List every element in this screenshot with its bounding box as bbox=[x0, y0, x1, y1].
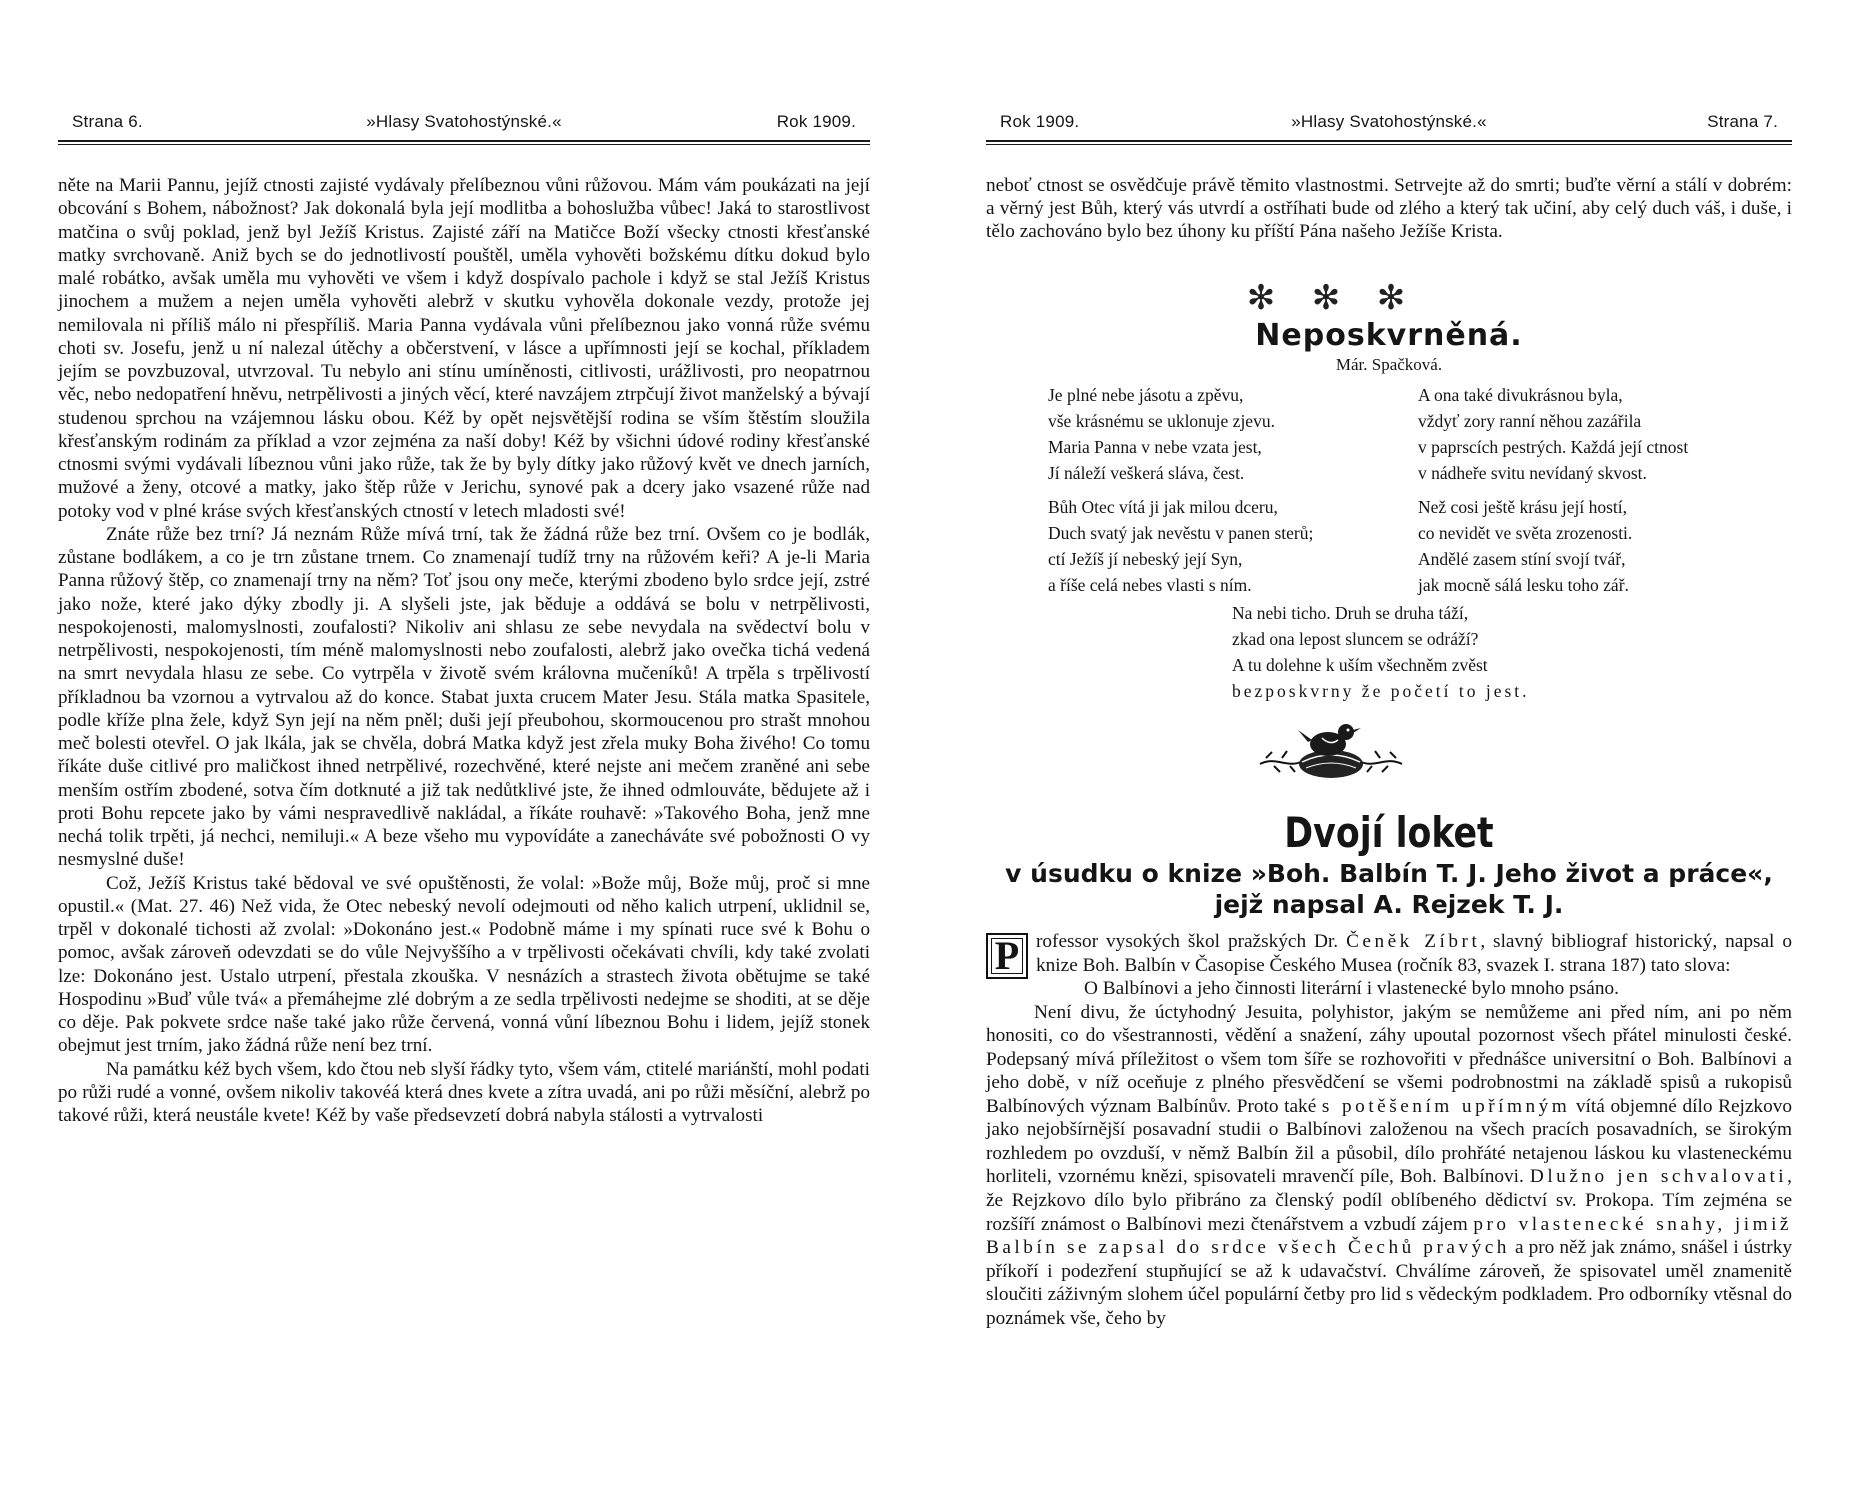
paragraph: Znáte růže bez trní? Já neznám Růže mívá trní, tak že žádná růže bez trní. Ovšem co je bodlák, zůstane bodlákem, a co je trn zůstane trnem. Co znamenají tudíž trny na růžovém keři? A je-li Maria Panna růžový štěp, co znamenají trny na něm? Toť jsou ony meče, kterými zbodeno bylo srdce její, zstré jako nože, které jako dýky zbodly ji. A slyšeli jste, jak běduje a oddává se bolu v netrpělivosti, nespokojenosti, malomyslnosti, zoufalosti? Nikoliv ani shlasu ze sebe nevydala na svědectví bolu v netrpělivosti, nespokojenosti, tím méně malomyslnosti nebo zoufalosti, alebrž jako ovečka tichá vedená na smrt nevydala hlasu ze sebe. Co vytrpěla v životě svém královna mučeníků! A trpěla s trpělivostí příkladnou ba vzornou a vytrvalou až do konce. Stabat juxta crucem Mater Jesu. Stála matka Spasitele, podle kříže plna žele, když Syn její na něm pněl; duši její přeubohou, skormoucenou pro strašt mnohou meč bolesti otevřel. O jak lkála, jak se chvěla, dobrá Matka když jest zřela muky Boha živého! Co tomu říkáte duše citlivé pro maličkost ihned netrpělivé, rozechvěné, které nejste ani mečem zraněné ani sebe menším ostřím zbodené, sotva čím dotknuté a již tak nedůtklivé jste, že ihned odmlouváte, bědujete až i proti Bohu repcete jako by vámi nespravedlivě nakládal, a říkáte rouhavě: »Takového Boha, jenž mne nechá tolik trpěti, já nechci, nemiluji.« A beze všeho mu vypovídáte a zanecháváte své pobožnosti O vy nesmyslné duše! bbox=[58, 523, 870, 871]
article-subtitle bbox=[986, 858, 1792, 920]
poem-line: v paprscích pestrých. Každá její ctnost bbox=[1418, 437, 1689, 457]
asterism-separator: ✻ ✻ ✻ bbox=[1246, 280, 1420, 317]
paragraph: Což, Ježíš Kristus také bědoval ve své opuštěnosti, že volal: »Bože můj, Bože můj, proč si mne opustil.« (Mat. 27. 46) Než vida, že Otec nebeský nevolí odejmouti od něho kalich utrpení, uklidnil se, trpěl v dokonalé tichosti až zvolal: »Dokonáno jest.« Podobně máme i my spínati ruce své k Bohu o pomoc, avšak zároveň odevzdati se do vůle Nejvyššího a v trpělivosti očekávati chvíli, kdy také zvolati lze: Dokonáno jest. Ustalo utrpení, přestala zkouška. V nesnázích a strastech života obětujme se také Hospodinu »Buď vůle tvá« a přemáhejme zlé dobrým a ze sedla trpělivosti nedejme se shoditi, at se děje co děje. Pak pokvete srdce naše také jako růže červená, vonná vůní líbeznou Bohu i lidem, jejíž stonek obejmut jest trním, jako žádná růže není bez trní. bbox=[58, 872, 870, 1057]
poem-line: Je plné nebe jásotu a zpěvu, bbox=[1048, 385, 1244, 405]
poem-stanza bbox=[1418, 382, 1688, 486]
poem-stanza bbox=[1048, 382, 1275, 486]
poem-line: Duch svatý jak nevěstu v panen sterů; bbox=[1048, 523, 1314, 543]
paragraph: O Balbínovi a jeho činnosti literární i vlastenecké bylo mnoho psáno. bbox=[1084, 978, 1619, 1000]
author-name: Čeněk Zíbrt bbox=[1346, 931, 1481, 952]
paragraph bbox=[986, 1001, 1792, 1331]
emphasized-text: pro vlastenecké snahy, jimiž Balbín se zapsal do srdce všech Čechů pravých bbox=[986, 1213, 1792, 1259]
left-body-text bbox=[58, 174, 870, 1127]
article-subtitle-line: jejž napsal A. Rejzek T. J. bbox=[1214, 890, 1564, 919]
poem-stanza bbox=[1232, 600, 1530, 704]
poem-stanza bbox=[1048, 494, 1313, 598]
paragraph: neboť ctnost se osvědčuje právě těmito vlastnostmi. Setrvejte až do smrti; buďte věrní a stálí v dobrém: a věrný jest Bůh, který vás utvrdí a ostříhati bude od zlého a který tak učiní, aby celý duch váš, i duše, i tělo zachováno bylo bez úhony ku příští Pána našeho Ježíše Krista. bbox=[986, 175, 1792, 243]
paragraph: něte na Marii Pannu, jejíž ctnosti zajisté vydávaly přelíbeznou vůni růžovou. Mám vám poukázati na její obcování s Bohem, nábožnost? Jak dokonalá byla její modlitba a bohoslužba vůbec! Jaká to starostlivost matčina o svůj poklad, jenž byl Ježíš Kristus. Zajisté září na Matičce Boží všecky ctnosti křesťanské matky svrchovaně. Aniž bych se do jednotlivostí pouštěl, uměla vyhověti božskému dítku dokud bylo malé robátko, avšak uměla mu vyhověti ve všem i když dospívalo pachole i když se stal Ježíš Kristus jinochem a mužem a nejen uměla vyhověti alebrž v skutku vyhověla dokonale vezdy, protože jej nemilovala ni příliš málo ni přespříliš. Maria Panna vydávala vůni přelíbeznou jako vonná růže svému choti sv. Josefu, jenž u ní nalezal útěchy a občerstvení, v lásce a upřímnosti její se kochal, příkladem jejím se povzbuzoval, utvrzoval. Tu nebylo ani stínu umíněnosti, citlivosti, urážlivosti, pro neopatrnou věc, nebo nedopatření hněvu, netrpělivosti a jiných věcí, které navzájem ztrpčují život manželský a bývají studenou sprchou na vzájemnou lásku obou. Kéž by opět nejsvětější rodina se vším štěstím sloužila křesťanským rodinám za příklad a vzor zejména za naší doby! Kéž by všichni údové rodiny křesťanské ctnosmi svými vydávali líbeznou vůni jako růže, tak že by byly dítky jako růžový květ ve dnech jarních, mužové a ženy, otcové a matky, jako štěp růže v Jerichu, synové pak a dcery jako vsazené růže nad potoky vod v plné kráse svých křesťanských ctností v letech mladosti své! bbox=[58, 175, 870, 522]
page-number-label: Strana 7. bbox=[1707, 112, 1778, 131]
drop-cap-initial: P bbox=[986, 933, 1028, 979]
poem-line: Než cosi ještě krásu její hostí, bbox=[1418, 497, 1627, 517]
intro-paragraph bbox=[986, 174, 1792, 244]
text-run: , že Rejzkovo dílo bylo přibráno za členský podíl oblíbeného dědictví sv. Prokopa. Tím zejména se rozšíří známost o Balbínovi mezi čtenářstvem a vzbudí zájem bbox=[986, 1166, 1792, 1235]
bird-nest-ornament-icon bbox=[1256, 708, 1406, 793]
paragraph: Na památku kéž bych všem, kdo čtou neb slyší řádky tyto, všem vám, ctitelé mariánští, mohl podati po růži rudé a vonné, ovšem nikoliv takovéá která dnes kvete a zítra uvadá, ani po růži měsíční, alebrž po takové růži, která neustále kvete! Kéž by vaše předsevzetí dobrá nabyla stálosti a vytrvalosti bbox=[58, 1058, 870, 1126]
poem-line: ctí Ježíš jí nebeský její Syn, bbox=[1048, 549, 1243, 569]
poem-line: v nádheře svitu nevídaný skvost. bbox=[1418, 463, 1647, 483]
poem-line: Bůh Otec vítá ji jak milou dceru, bbox=[1048, 497, 1278, 517]
poem-line: Na nebi ticho. Druh se druha táží, bbox=[1232, 603, 1469, 623]
right-page bbox=[928, 0, 1856, 1500]
poem-line: vždyť zory ranní něhou zazářila bbox=[1418, 411, 1642, 431]
header-rule bbox=[986, 140, 1792, 142]
poem-title: Neposkvrněná. bbox=[1255, 318, 1523, 353]
running-head-right bbox=[986, 112, 1792, 136]
text-run: a pro něž jak známo, snášel i ústrky příkoří i podezření stupňující se až k udavačství. Chválíme zároveň, že spisovatel uměl znamenitě sloučiti záživným slohem účel populární četby pro lid s vědeckým podkladem. Pro odborníky vtěsnal do poznámek vše, čeho by bbox=[986, 1237, 1792, 1329]
year-label: Rok 1909. bbox=[776, 112, 856, 131]
header-rule-thin bbox=[58, 144, 870, 145]
text-run: vítá objemné dílo Rejzkovo jako nejobšírnější posavadní studii o Balbínovi založenou na všech pracích posavadních, se širokým rozhledem po ovzduší, v němž Balbín žil a působil, dílo prohřáté netajenou láskou ku vlasteneckému horliteli, vzornému knězi, spisovateli mravenčí píle, Boh. Balbínovi. bbox=[986, 1095, 1792, 1188]
article-title: Dvojí loket bbox=[1284, 808, 1494, 857]
poem-line: Jí náleží veškerá sláva, čest. bbox=[1048, 463, 1245, 483]
header-rule bbox=[58, 140, 870, 142]
poem-line: zkad ona lepost sluncem se odráží? bbox=[1232, 629, 1479, 649]
poem-stanza bbox=[1418, 494, 1632, 598]
article-subtitle-line: v úsudku o knize »Boh. Balbín T. J. Jeho život a práce«, bbox=[1005, 859, 1773, 888]
poem-line: co nevidět ve světa zrozenosti. bbox=[1418, 523, 1633, 543]
header-rule-thin bbox=[986, 144, 1792, 145]
journal-title: »Hlasy Svatohostýnské.« bbox=[366, 112, 562, 131]
emphasized-text: Dlužno jen schvalovati bbox=[1529, 1166, 1788, 1188]
poem-author: Már. Spačková. bbox=[1335, 355, 1443, 374]
page-number-label: Strana 6. bbox=[72, 112, 143, 131]
text-run: rofessor vysokých škol pražských Dr. bbox=[1036, 931, 1347, 952]
poem-line: Maria Panna v nebe vzata jest, bbox=[1048, 437, 1262, 457]
text-run: Není divu, že úctyhodný Jesuita, polyhistor, jakým se nemůžeme ani před ním, ani po něm honositi, co do všestrannosti, vědění a snažení, záhy upoutal pozornost všech přátel minulosti české. Podepsaný mívá příležitost o všem tom šíře se rozhovořiti v přednášce universitní o Boh. Balbínovi a jeho době, v níž oceňuje z plného přesvědčení se všemi podrobnostmi na základě spisů a rukopisů Balbínových význam Balbínův. Proto také bbox=[986, 1001, 1792, 1117]
poem-line: vše krásnému se uklonuje zjevu. bbox=[1048, 411, 1275, 431]
text-run: , slavný bibliograf historický, napsal o knize Boh. Balbín v Časopise Českého Musea (ročník 83, svazek I. strana 187) tato slova: bbox=[1036, 931, 1792, 976]
poem-line: Andělé zasem stíní svojí tvář, bbox=[1418, 549, 1626, 569]
poem-line: jak mocně sálá lesku toho zář. bbox=[1418, 575, 1629, 595]
emphasized-text: s potěšením upřímným bbox=[1321, 1095, 1571, 1117]
poem-line: bezposkvrny že početí to jest. bbox=[1232, 681, 1530, 701]
journal-title: »Hlasy Svatohostýnské.« bbox=[1291, 112, 1487, 131]
poem-line: A tu dolehne k uším všechněm zvěst bbox=[1232, 655, 1488, 675]
year-label: Rok 1909. bbox=[1000, 112, 1080, 131]
running-head-left bbox=[58, 112, 870, 136]
paragraph bbox=[986, 930, 1792, 977]
article-body-text bbox=[986, 930, 1792, 1330]
poem-line: A ona také divukrásnou byla, bbox=[1418, 385, 1623, 405]
poem-line: a říše celá nebes vlasti s ním. bbox=[1048, 575, 1252, 595]
